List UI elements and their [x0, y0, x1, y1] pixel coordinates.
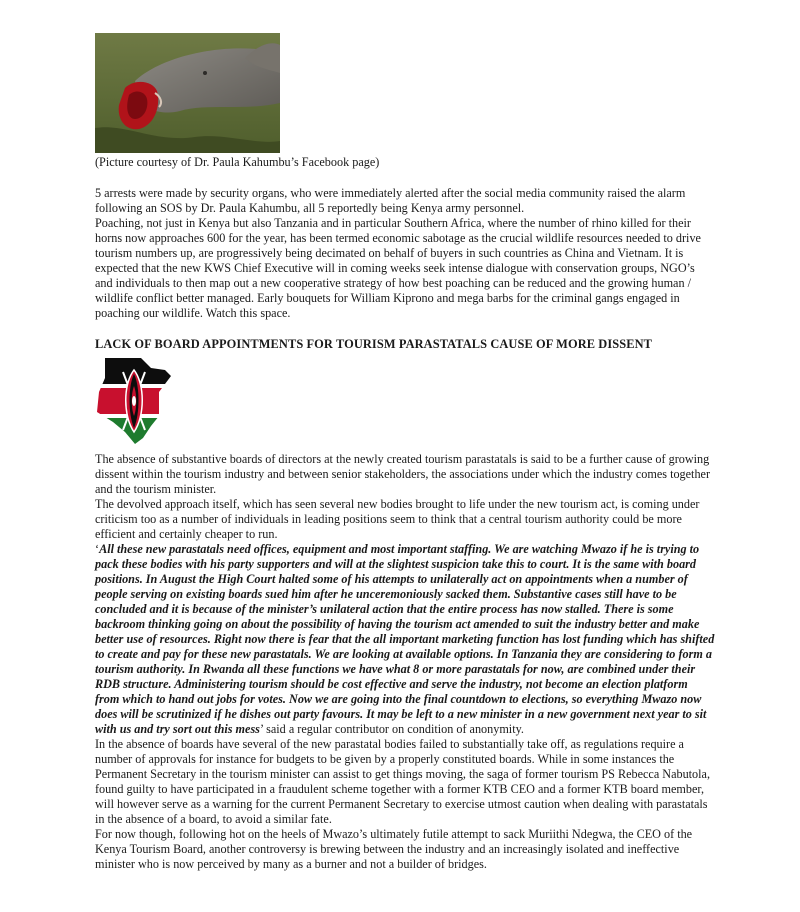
- photo-caption: (Picture courtesy of Dr. Paula Kahumbu’s Facebook page): [95, 155, 380, 169]
- paragraph-devolved: The devolved approach itself, which has seen several new bodies brought to life under the new tourism act, is coming under criticism too as a number of individuals in leading positions seem to think that a central tourism authority could be more efficient and certainly cheaper to run.: [95, 497, 700, 541]
- section-heading: LACK OF BOARD APPOINTMENTS FOR TOURISM PARASTATALS CAUSE OF MORE DISSENT: [95, 337, 653, 351]
- document-page: [95, 33, 715, 872]
- kenya-flag-map-image: [95, 356, 173, 446]
- paragraph-now: For now though, following hot on the heels of Mwazo’s ultimately futile attempt to sack Muriithi Ndegwa, the CEO of the Kenya Tourism Board, another controversy is brewing between the industry and an increasingly isolated and ineffective minister who is now perceived by many as a burner and not a builder of bridges.: [95, 827, 693, 871]
- paragraph-boards: The absence of substantive boards of directors at the newly created tourism parastatals is said to be a further cause of growing dissent within the tourism industry and between senior stakeholders, the associations under which the industry comes together and the tourism minister.: [95, 452, 711, 496]
- quote-open-mark: ‘: [95, 542, 100, 556]
- paragraph-absence: In the absence of boards have several of the new parastatal bodies failed to substantially take off, as regulations require a number of approvals for instance for budgets to be given by a properly constituted boards. While in some instances the Permanent Secretary in the tourism minister can assist to get things moving, the saga of former tourism PS Rebecca Nabutola, found guilty to have participated in a fraudulent scheme together with a former KTB CEO and a former KTB board member, will however serve as a warning for the current Permanent Secretary to exercise utmost caution when dealing with parastatals in the absence of a board, to avoid a similar fate.: [95, 737, 710, 826]
- rhino-photo: [95, 33, 280, 153]
- paragraph-arrests: 5 arrests were made by security organs, who were immediately alerted after the social media community raised the alarm following an SOS by Dr. Paula Kahumbu, all 5 reportedly being Kenya army personnel.: [95, 186, 686, 215]
- quote-paragraph: [95, 542, 715, 737]
- quote-attribution: ’ said a regular contributor on condition of anonymity.: [259, 722, 524, 736]
- quote-text: All these new parastatals need offices, equipment and most important staffing. We are watching Mwazo if he is trying to pack these bodies with his party supporters and will at the slightest suspicion take this to court. It is the same with board positions. In August the High Court halted some of his attempts to unilaterally act on appointments when a number of people serving on existing boards sued him after he unceremoniously sacked them. Substantive cases still have to be concluded and it is because of the minister’s unilateral action that the entire process has now stalled. There is some backroom thinking going on about the possibility of having the tourism act amended to suit the industry better and make better use of resources. Right now there is fear that the all important marketing function has lost funding which has shifted to create and pay for these new parastatals. We are looking at available options. In Tanzania they are considering to form a tourism authority. In Rwanda all these functions we have what 8 or more parastatals for now, are combined under their RDB structure. Administering tourism should be cost effective and serve the industry, not become an election platform from which to hand out jobs for votes. Now we are going into the final countdown to elections, so everything Mwazo now does will be scrutinized if he dishes out party favours. It may be left to a new minister in a new government next year to sit with us and try sort out this mess: [95, 542, 715, 736]
- paragraph-poaching: Poaching, not just in Kenya but also Tanzania and in particular Southern Africa, where the number of rhino killed for their horns now approaches 600 for the year, has been termed economic sabotage as the crucial wildlife resources needed to drive tourism numbers up, are progressively being decimated on behalf of buyers in such countries as China and Vietnam. It is expected that the new KWS Chief Executive will in coming weeks seek intense dialogue with conservation groups, NGO’s and individuals to then map out a new cooperative strategy of how best poaching can be reduced and the growing human / wildlife conflict better managed. Early bouquets for William Kiprono and mega barbs for the criminal gangs engaged in poaching our wildlife. Watch this space.: [95, 216, 701, 320]
